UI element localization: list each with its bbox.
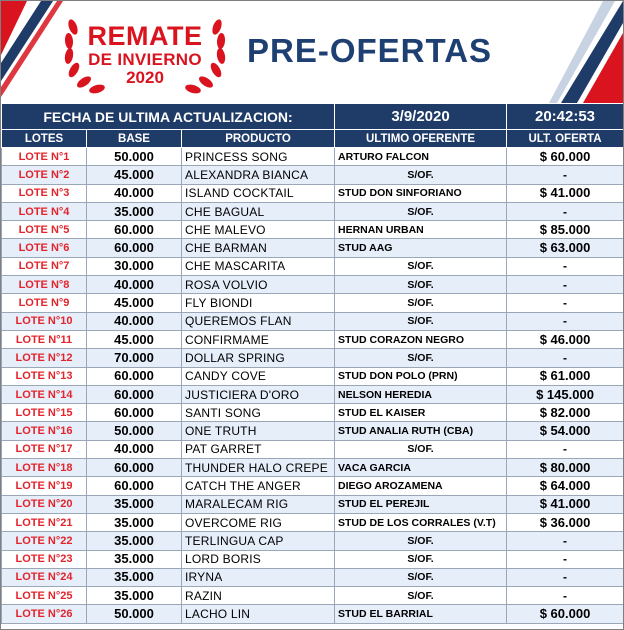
bidder-cell: S/OF. [335,166,507,184]
lote-cell: LOTE N°21 [2,513,87,531]
lote-cell: LOTE N°11 [2,330,87,348]
product-cell: ROSA VOLVIO [182,276,335,294]
table-row [2,294,624,312]
lote-cell: LOTE N°13 [2,367,87,385]
lote-cell: LOTE N°6 [2,239,87,257]
column-header-oferente: ULTIMO OFERENTE [335,130,507,148]
bidder-cell: DIEGO AROZAMENA [335,477,507,495]
header-banner [1,1,623,103]
bidder-cell: STUD DE LOS CORRALES (V.T) [335,513,507,531]
base-price-cell: 45.000 [87,166,182,184]
product-cell: RAZIN [182,587,335,605]
base-price-cell: 40.000 [87,184,182,202]
offer-cell: $ 46.000 [507,330,624,348]
bidder-cell: S/OF. [335,294,507,312]
lote-cell: LOTE N°17 [2,440,87,458]
base-price-cell: 40.000 [87,312,182,330]
table-row [2,568,624,586]
column-header-producto: PRODUCTO [182,130,335,148]
base-price-cell: 60.000 [87,367,182,385]
bidder-cell: STUD DON POLO (PRN) [335,367,507,385]
base-price-cell: 40.000 [87,276,182,294]
table-row [2,495,624,513]
logo-remate: REMATE [87,21,203,51]
table-row [2,422,624,440]
last-update-time: 20:42:53 [507,104,624,130]
product-cell: ISLAND COCKTAIL [182,184,335,202]
product-cell: CHE BARMAN [182,239,335,257]
bidder-cell: S/OF. [335,550,507,568]
base-price-cell: 60.000 [87,221,182,239]
product-cell: FLY BIONDI [182,294,335,312]
base-price-cell: 60.000 [87,404,182,422]
offer-cell: $ 64.000 [507,477,624,495]
bidder-cell: STUD EL BARRIAL [335,605,507,623]
bidder-cell: STUD AAG [335,239,507,257]
table-row [2,166,624,184]
lote-cell: LOTE N°3 [2,184,87,202]
product-cell: TERLINGUA CAP [182,532,335,550]
bidder-cell: S/OF. [335,532,507,550]
lote-cell: LOTE N°5 [2,221,87,239]
base-price-cell: 45.000 [87,294,182,312]
lote-cell: LOTE N°22 [2,532,87,550]
base-price-cell: 35.000 [87,550,182,568]
table-row [2,148,624,166]
table-row [2,367,624,385]
table-row [2,221,624,239]
product-cell: CHE MASCARITA [182,257,335,275]
offer-cell: $ 60.000 [507,605,624,623]
table-row [2,349,624,367]
product-cell: MARALECAM RIG [182,495,335,513]
offer-cell: $ 60.000 [507,148,624,166]
product-cell: CHE MALEVO [182,221,335,239]
base-price-cell: 60.000 [87,239,182,257]
lote-cell: LOTE N°12 [2,349,87,367]
bidder-cell: STUD DON SINFORIANO [335,184,507,202]
product-cell: SANTI SONG [182,404,335,422]
product-cell: LACHO LIN [182,605,335,623]
table-row [2,605,624,623]
offer-cell: $ 145.000 [507,385,624,403]
product-cell: OVERCOME RIG [182,513,335,531]
lote-cell: LOTE N°16 [2,422,87,440]
bidder-cell: VACA GARCIA [335,459,507,477]
product-cell: CATCH THE ANGER [182,477,335,495]
page-title: PRE-OFERTAS [247,32,493,69]
offer-cell: - [507,532,624,550]
product-cell: CANDY COVE [182,367,335,385]
offer-cell: - [507,440,624,458]
offer-cell: - [507,202,624,220]
bidder-cell: S/OF. [335,276,507,294]
column-header-row [2,130,624,148]
bidder-cell: STUD CORAZON NEGRO [335,330,507,348]
base-price-cell: 50.000 [87,148,182,166]
lote-cell: LOTE N°26 [2,605,87,623]
base-price-cell: 50.000 [87,422,182,440]
offer-cell: $ 41.000 [507,184,624,202]
table-row [2,550,624,568]
table-row [2,477,624,495]
base-price-cell: 60.000 [87,459,182,477]
table-row [2,276,624,294]
bidder-cell: HERNAN URBAN [335,221,507,239]
product-cell: PAT GARRET [182,440,335,458]
table-row [2,202,624,220]
bidder-cell: S/OF. [335,312,507,330]
product-cell: QUEREMOS FLAN [182,312,335,330]
bidder-cell: NELSON HEREDIA [335,385,507,403]
product-cell: PRINCESS SONG [182,148,335,166]
offer-cell: - [507,587,624,605]
lote-cell: LOTE N°15 [2,404,87,422]
lote-cell: LOTE N°24 [2,568,87,586]
base-price-cell: 35.000 [87,495,182,513]
column-header-base: BASE [87,130,182,148]
offer-cell: - [507,166,624,184]
product-cell: CHE BAGUAL [182,202,335,220]
table-row [2,532,624,550]
offer-cell: - [507,312,624,330]
lote-cell: LOTE N°7 [2,257,87,275]
pre-offers-table [1,103,624,624]
base-price-cell: 60.000 [87,477,182,495]
base-price-cell: 60.000 [87,385,182,403]
base-price-cell: 35.000 [87,513,182,531]
table-row [2,440,624,458]
column-header-oferta: ULT. OFERTA [507,130,624,148]
lote-cell: LOTE N°8 [2,276,87,294]
offer-cell: $ 41.000 [507,495,624,513]
base-price-cell: 40.000 [87,440,182,458]
base-price-cell: 50.000 [87,605,182,623]
offer-cell: $ 85.000 [507,221,624,239]
bidder-cell: STUD ANALIA RUTH (CBA) [335,422,507,440]
table-row [2,257,624,275]
offer-cell: - [507,550,624,568]
table-row [2,330,624,348]
lote-cell: LOTE N°19 [2,477,87,495]
lote-cell: LOTE N°9 [2,294,87,312]
lote-cell: LOTE N°25 [2,587,87,605]
table-row [2,184,624,202]
base-price-cell: 35.000 [87,202,182,220]
product-cell: THUNDER HALO CREPE [182,459,335,477]
last-update-label: FECHA DE ULTIMA ACTUALIZACION: [2,104,335,130]
base-price-cell: 45.000 [87,330,182,348]
remate-logo [59,11,231,97]
last-update-row [2,104,624,130]
last-update-date: 3/9/2020 [335,104,507,130]
product-cell: ONE TRUTH [182,422,335,440]
product-cell: LORD BORIS [182,550,335,568]
product-cell: JUSTICIERA D'ORO [182,385,335,403]
bidder-cell: S/OF. [335,440,507,458]
table-row [2,239,624,257]
offer-cell: $ 36.000 [507,513,624,531]
base-price-cell: 35.000 [87,568,182,586]
logo-year: 2020 [126,68,164,87]
bidder-cell: S/OF. [335,568,507,586]
offer-cell: $ 54.000 [507,422,624,440]
offer-cell: - [507,349,624,367]
lote-cell: LOTE N°14 [2,385,87,403]
base-price-cell: 35.000 [87,532,182,550]
offer-cell: $ 82.000 [507,404,624,422]
bidder-cell: ARTURO FALCON [335,148,507,166]
table-row [2,404,624,422]
offer-cell: $ 80.000 [507,459,624,477]
bidder-cell: S/OF. [335,349,507,367]
offer-cell: $ 61.000 [507,367,624,385]
offer-cell: $ 63.000 [507,239,624,257]
bidder-cell: STUD EL PEREJIL [335,495,507,513]
product-cell: ALEXANDRA BIANCA [182,166,335,184]
table-row [2,587,624,605]
bidder-cell: STUD EL KAISER [335,404,507,422]
offer-cell: - [507,568,624,586]
base-price-cell: 30.000 [87,257,182,275]
product-cell: IRYNA [182,568,335,586]
lote-cell: LOTE N°10 [2,312,87,330]
lote-cell: LOTE N°20 [2,495,87,513]
offer-cell: - [507,257,624,275]
table-row [2,312,624,330]
product-cell: CONFIRMAME [182,330,335,348]
lote-cell: LOTE N°2 [2,166,87,184]
product-cell: DOLLAR SPRING [182,349,335,367]
bidder-cell: S/OF. [335,257,507,275]
logo-de-invierno: DE INVIERNO [88,50,202,69]
table-row [2,513,624,531]
column-header-lotes: LOTES [2,130,87,148]
lote-cell: LOTE N°4 [2,202,87,220]
offer-cell: - [507,294,624,312]
table-row [2,459,624,477]
offer-cell: - [507,276,624,294]
lote-cell: LOTE N°23 [2,550,87,568]
lote-cell: LOTE N°1 [2,148,87,166]
base-price-cell: 70.000 [87,349,182,367]
bidder-cell: S/OF. [335,587,507,605]
bidder-cell: S/OF. [335,202,507,220]
base-price-cell: 35.000 [87,587,182,605]
lote-cell: LOTE N°18 [2,459,87,477]
table-row [2,385,624,403]
